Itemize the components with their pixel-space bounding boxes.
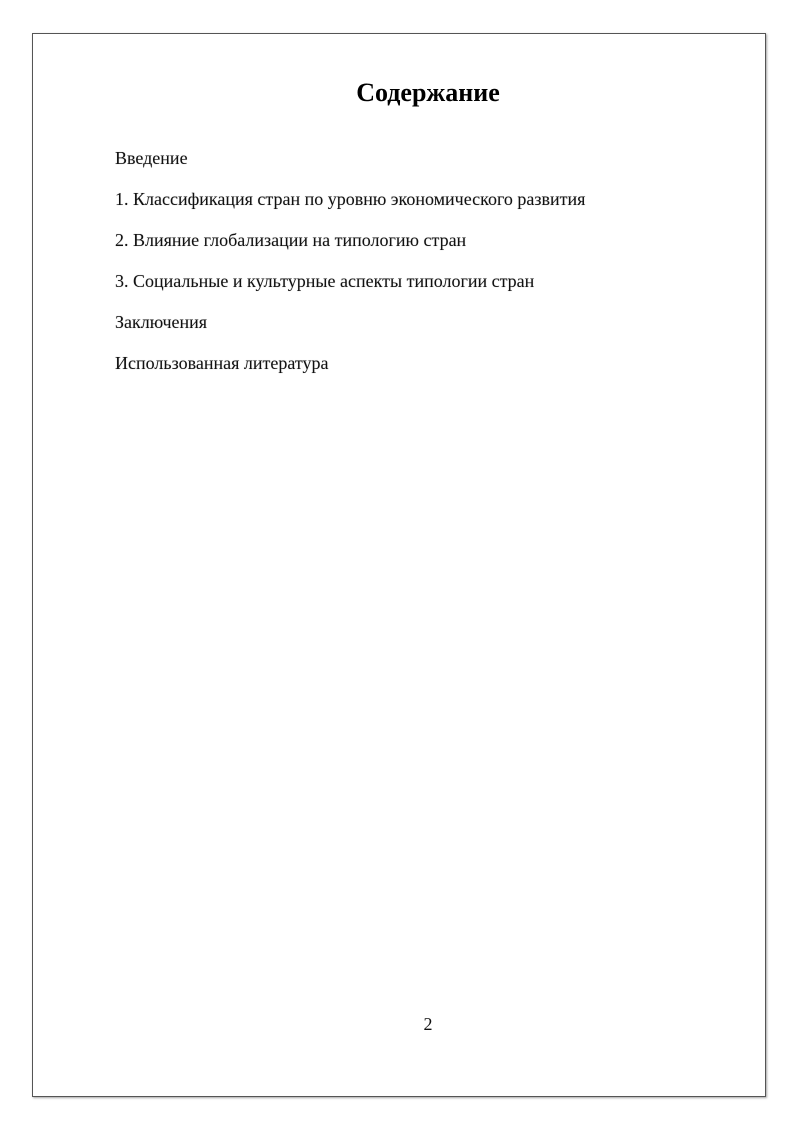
page-title: Содержание xyxy=(356,78,500,107)
toc-item-chapter-3: 3. Социальные и культурные аспекты типологии стран xyxy=(115,271,535,291)
toc-item-references: Использованная литература xyxy=(115,353,329,373)
document-page xyxy=(32,33,766,1097)
toc-item-chapter-2: 2. Влияние глобализации на типологию стран xyxy=(115,230,467,250)
toc-item-conclusion: Заключения xyxy=(115,312,208,332)
toc-item-introduction: Введение xyxy=(115,148,188,168)
toc-item-chapter-1: 1. Классификация стран по уровню экономического развития xyxy=(115,189,586,209)
table-of-contents xyxy=(115,146,585,392)
page-number: 2 xyxy=(423,1014,433,1034)
